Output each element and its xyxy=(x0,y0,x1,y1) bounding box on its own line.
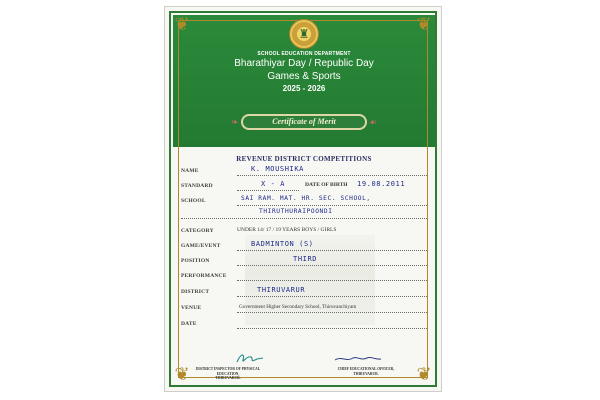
signature-scribble-icon xyxy=(229,351,299,365)
name-value: K. MOUSHIKA xyxy=(251,165,304,173)
signature-caption-left: DISTRICT INSPECTOR OF PHYSICAL EDUCATION, THIRUVARUR. xyxy=(195,367,261,380)
school-row xyxy=(181,195,427,207)
position-row xyxy=(181,255,427,267)
signature-district-inspector xyxy=(229,351,299,365)
category-options: UNDER 14/ 17 / 19 YEARS BOYS / GIRLS xyxy=(237,227,337,233)
dob-value: 19.08.2011 xyxy=(357,180,406,188)
signature-caption-right: CHIEF EDUCATIONAL OFFICER, THIRUVARUR. xyxy=(337,367,395,376)
date-row xyxy=(181,318,427,330)
venue-row xyxy=(181,302,427,314)
performance-row xyxy=(181,270,427,282)
standard-value: X - A xyxy=(261,180,286,188)
banner-flourish-icon: ☙ xyxy=(368,117,377,127)
state-emblem-icon: ♜ xyxy=(289,19,319,49)
standard-label: STANDARD xyxy=(181,183,213,189)
certificate-banner-text: Certificate of Merit xyxy=(272,117,336,126)
game-row xyxy=(181,240,427,252)
school-row-2 xyxy=(181,208,427,220)
event-title-line1: Bharathiyar Day / Republic Day xyxy=(234,58,374,69)
venue-label: VENUE xyxy=(181,305,202,311)
department-name: SCHOOL EDUCATION DEPARTMENT xyxy=(257,51,351,57)
corner-ornament-icon: ❦ xyxy=(174,364,190,384)
category-label: CATEGORY xyxy=(181,228,214,234)
event-title-line2: Games & Sports xyxy=(267,71,341,82)
academic-year: 2025 - 2026 xyxy=(282,84,326,93)
dob-label: DATE OF BIRTH xyxy=(305,182,348,188)
signature-scribble-icon xyxy=(331,351,401,365)
corner-ornament-icon: ❦ xyxy=(416,14,432,34)
district-label: DISTRICT xyxy=(181,289,210,295)
district-row xyxy=(181,286,427,298)
school-value-line1: SAI RAM. MAT. HR. SEC. SCHOOL, xyxy=(241,195,371,202)
competition-level: REVENUE DISTRICT COMPETITIONS xyxy=(236,155,372,163)
name-label: NAME xyxy=(181,168,199,174)
venue-value: Government Higher Secondary School, Thiruvanchiyam xyxy=(239,304,357,310)
school-value-line2: THIRUTHURAIPOONDI xyxy=(259,208,333,215)
certificate xyxy=(164,6,442,392)
corner-ornament-icon: ❦ xyxy=(174,14,190,34)
school-label: SCHOOL xyxy=(181,198,206,204)
corner-ornament-icon: ❦ xyxy=(416,364,432,384)
name-row xyxy=(181,165,427,177)
banner-flourish-icon: ❧ xyxy=(231,117,239,127)
category-row xyxy=(181,225,427,237)
position-value: THIRD xyxy=(293,255,318,263)
date-label: DATE xyxy=(181,321,197,327)
district-value: THIRUVARUR xyxy=(257,286,306,294)
performance-label: PERFORMANCE xyxy=(181,273,227,279)
certificate-banner xyxy=(231,109,377,135)
signature-chief-officer xyxy=(331,351,401,365)
standard-row xyxy=(181,180,427,192)
game-value: BADMINTON (S) xyxy=(251,240,314,248)
position-label: POSITION xyxy=(181,258,210,264)
game-label: GAME/EVENT xyxy=(181,243,221,249)
